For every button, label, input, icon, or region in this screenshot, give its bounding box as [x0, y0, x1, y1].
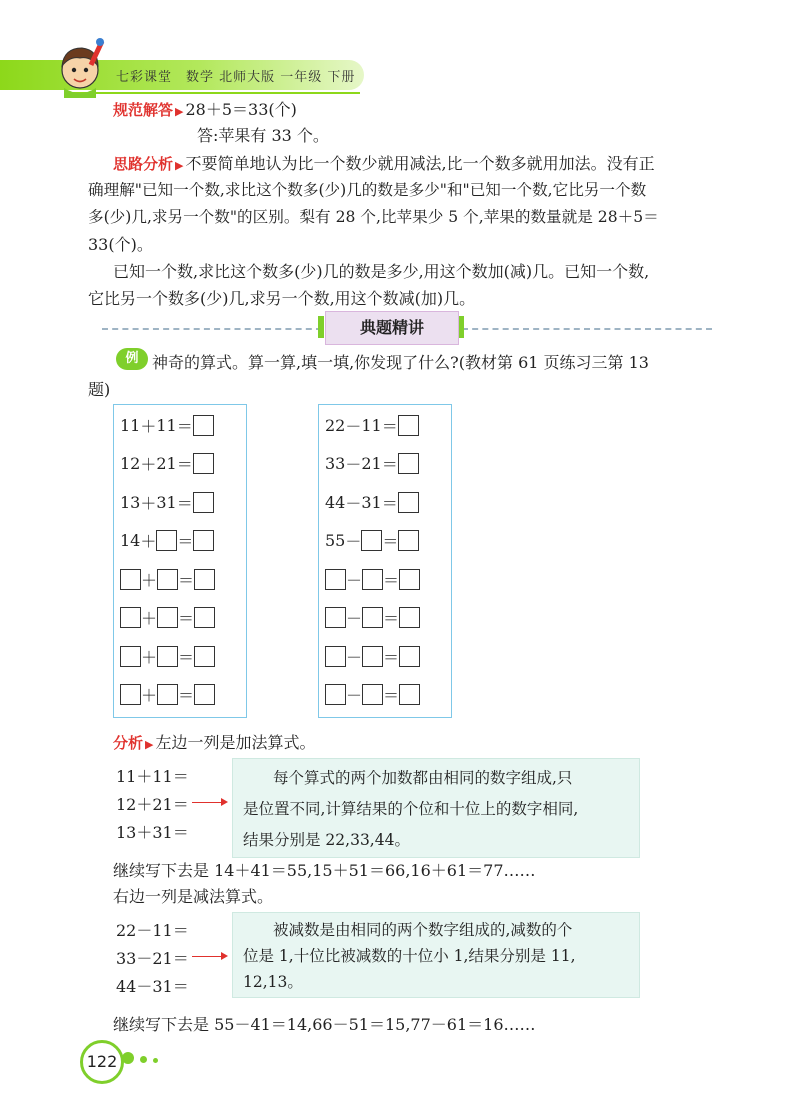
equation-op: ＋	[140, 416, 157, 436]
section-tab-left	[318, 316, 324, 338]
sub-eq-1: 22－11＝	[116, 921, 189, 940]
equation-b: 31	[361, 492, 382, 512]
equation-op: ＋	[141, 570, 158, 590]
equation-a: 44	[325, 492, 346, 512]
add-eq-2: 12＋21＝	[116, 795, 189, 814]
answer-box[interactable]	[362, 607, 383, 628]
equation-op: ＋	[141, 647, 158, 667]
equation-op: －	[345, 416, 362, 436]
section-divider-right	[462, 328, 712, 330]
equation-op: ＋	[141, 609, 158, 628]
answer-box[interactable]	[399, 607, 420, 628]
answer-box[interactable]	[156, 530, 177, 551]
equation-eq: ＝	[178, 686, 195, 705]
addition-column	[113, 404, 247, 718]
sub-exp-3: 12,13。	[243, 973, 303, 991]
equation-eq: ＝	[177, 532, 194, 551]
thinking-line-1	[113, 151, 655, 174]
equation-b: 21	[156, 454, 177, 473]
equation-b: 11	[156, 415, 177, 435]
equation-eq: ＝	[383, 647, 400, 667]
answer-box[interactable]	[194, 646, 215, 667]
equation-op: －	[346, 647, 363, 667]
answer-box[interactable]	[399, 646, 420, 667]
equation-op: －	[345, 455, 362, 474]
equation-row	[120, 486, 214, 518]
header-underline	[70, 92, 360, 94]
equation-eq: ＝	[176, 416, 193, 436]
equation-a: 22	[325, 415, 346, 435]
section-divider-left	[102, 328, 322, 330]
equation-row	[325, 679, 420, 711]
add-exp-1: 每个算式的两个加数都由相同的数字组成,只	[273, 769, 573, 787]
sub-eq-2: 33－21＝	[116, 949, 189, 968]
equation-op: ＋	[140, 493, 157, 513]
equation-op: ＋	[141, 686, 158, 705]
answer-box[interactable]	[194, 684, 215, 705]
answer-box[interactable]	[157, 607, 178, 628]
sub-exp-1: 被减数是由相同的两个数字组成的,减数的个	[273, 921, 573, 939]
equation-row	[325, 602, 420, 634]
sub-eq-3: 44－31＝	[116, 977, 189, 996]
subtraction-column	[318, 404, 452, 718]
thinking-line-6: 它比另一个数多(少)几,求另一个数,用这个数减(加)几。	[88, 289, 476, 308]
answer-label: 规范解答	[113, 101, 174, 119]
answer-box[interactable]	[399, 569, 420, 590]
equation-op: －	[346, 609, 363, 628]
answer-box[interactable]	[193, 492, 214, 513]
answer-box[interactable]	[362, 569, 383, 590]
equation-row	[325, 409, 419, 441]
answer-box[interactable]	[194, 569, 215, 590]
answer-box[interactable]	[362, 646, 383, 667]
answer-box[interactable]	[362, 684, 383, 705]
answer-box[interactable]	[398, 453, 419, 474]
thinking-line-2: 确理解"已知一个数,求比这个数多(少)几的数是多少"和"已知一个数,它比另一个数	[88, 181, 647, 199]
answer-equation: 28＋5＝33(个)	[185, 100, 297, 119]
sub-continue: 继续写下去是 55－41＝14,66－51＝15,77－61＝16……	[113, 1015, 536, 1034]
thinking-line-3: 多(少)几,求另一个数"的区别。梨有 28 个,比苹果少 5 个,苹果的数量就是 28＋5＝	[88, 208, 659, 226]
equation-eq: ＝	[381, 416, 398, 436]
equation-eq: ＝	[178, 570, 195, 590]
equation-eq: ＝	[383, 686, 400, 705]
equation-a: 11	[120, 415, 141, 435]
answer-box[interactable]	[120, 569, 141, 590]
add-exp-2: 是位置不同,计算结果的个位和十位上的数字相同,	[243, 800, 579, 818]
equation-op: ＋	[140, 455, 157, 474]
equation-eq: ＝	[383, 609, 400, 628]
equation-eq: ＝	[381, 455, 398, 474]
answer-box[interactable]	[157, 684, 178, 705]
equation-op: －	[346, 686, 363, 705]
page-number: 122	[80, 1040, 124, 1084]
answer-box[interactable]	[325, 646, 346, 667]
equation-op: －	[345, 532, 362, 551]
boy-with-pencil-icon	[50, 36, 108, 98]
equation-row	[120, 563, 215, 595]
example-line-2: 题)	[88, 380, 111, 399]
header-title: 七彩课堂 数学 北师大版 一年级 下册	[116, 70, 356, 85]
arrow-icon	[192, 802, 222, 803]
equation-row	[120, 679, 215, 711]
answer-box[interactable]	[399, 684, 420, 705]
equation-eq: ＝	[176, 455, 193, 474]
analysis-intro: 左边一列是加法算式。	[155, 733, 316, 752]
equation-op: －	[346, 570, 363, 590]
thinking-label: 思路分析	[113, 155, 174, 173]
equation-b: 21	[361, 454, 382, 473]
arrow-icon	[192, 956, 222, 957]
answer-box[interactable]	[193, 415, 214, 436]
triangle-marker-icon: ▶	[175, 105, 184, 118]
answer-box[interactable]	[157, 569, 178, 590]
answer-box[interactable]	[361, 530, 382, 551]
equation-eq: ＝	[382, 532, 399, 551]
subtraction-explanation	[232, 912, 640, 998]
equation-a: 33	[325, 454, 346, 473]
addition-explanation	[232, 758, 640, 858]
answer-box[interactable]	[120, 684, 141, 705]
thinking-line-5: 已知一个数,求比这个数多(少)几的数是多少,用这个数加(减)几。已知一个数,	[113, 262, 650, 281]
equation-a: 12	[120, 454, 141, 473]
answer-box[interactable]	[120, 646, 141, 667]
equation-row	[120, 409, 214, 441]
arrow-head-icon	[221, 952, 228, 960]
equation-eq: ＝	[381, 493, 398, 513]
analysis-label: 分析	[113, 734, 144, 752]
arrow-head-icon	[221, 798, 228, 806]
section-title: 典题精讲	[325, 311, 459, 345]
footer-dot	[153, 1058, 158, 1063]
answer-box[interactable]	[157, 646, 178, 667]
equation-eq: ＝	[178, 609, 195, 628]
equation-a: 55	[325, 531, 346, 550]
triangle-marker-icon: ▶	[175, 159, 184, 172]
equation-a: 14	[120, 531, 141, 550]
sub-exp-2: 位是 1,十位比被减数的十位小 1,结果分别是 11,	[243, 947, 576, 965]
add-exp-3: 结果分别是 22,33,44。	[243, 831, 410, 849]
answer-box[interactable]	[325, 607, 346, 628]
example-line-1: 神奇的算式。算一算,填一填,你发现了什么?(教材第 61 页练习三第 13	[152, 353, 649, 372]
equation-row	[325, 448, 419, 480]
answer-box[interactable]	[120, 607, 141, 628]
equation-op: －	[345, 493, 362, 513]
example-badge: 例	[116, 348, 148, 370]
equation-eq: ＝	[176, 493, 193, 513]
footer-dot	[122, 1052, 134, 1064]
add-eq-3: 13＋31＝	[116, 823, 189, 842]
sub-intro: 右边一列是减法算式。	[113, 887, 274, 906]
equation-b: 11	[361, 415, 382, 435]
answer-line-1	[113, 97, 297, 120]
equation-row	[325, 486, 419, 518]
thinking-text-1: 不要简单地认为比一个数少就用减法,比一个数多就用加法。没有正	[185, 154, 655, 173]
analysis-line-1	[113, 730, 316, 753]
equation-eq: ＝	[178, 647, 195, 667]
equation-row	[120, 448, 214, 480]
equation-eq: ＝	[383, 570, 400, 590]
equation-b: 31	[156, 492, 177, 512]
add-eq-1: 11＋11＝	[116, 767, 189, 786]
equation-row	[120, 525, 214, 557]
equation-row	[325, 563, 420, 595]
answer-box[interactable]	[325, 684, 346, 705]
answer-box[interactable]	[193, 530, 214, 551]
answer-box[interactable]	[193, 453, 214, 474]
equation-op: ＋	[140, 532, 157, 551]
answer-line-2: 答:苹果有 33 个。	[197, 126, 329, 145]
add-continue: 继续写下去是 14＋41＝55,15＋51＝66,16＋61＝77……	[113, 861, 536, 880]
triangle-marker-icon: ▶	[145, 738, 154, 751]
answer-box[interactable]	[398, 415, 419, 436]
equation-row	[120, 602, 215, 634]
answer-box[interactable]	[194, 607, 215, 628]
footer-dot	[140, 1056, 147, 1063]
equation-row	[120, 640, 215, 672]
equation-row	[325, 640, 420, 672]
thinking-line-4: 33(个)。	[88, 235, 153, 254]
answer-box[interactable]	[398, 530, 419, 551]
answer-box[interactable]	[325, 569, 346, 590]
equation-a: 13	[120, 492, 141, 512]
equation-row	[325, 525, 419, 557]
answer-box[interactable]	[398, 492, 419, 513]
